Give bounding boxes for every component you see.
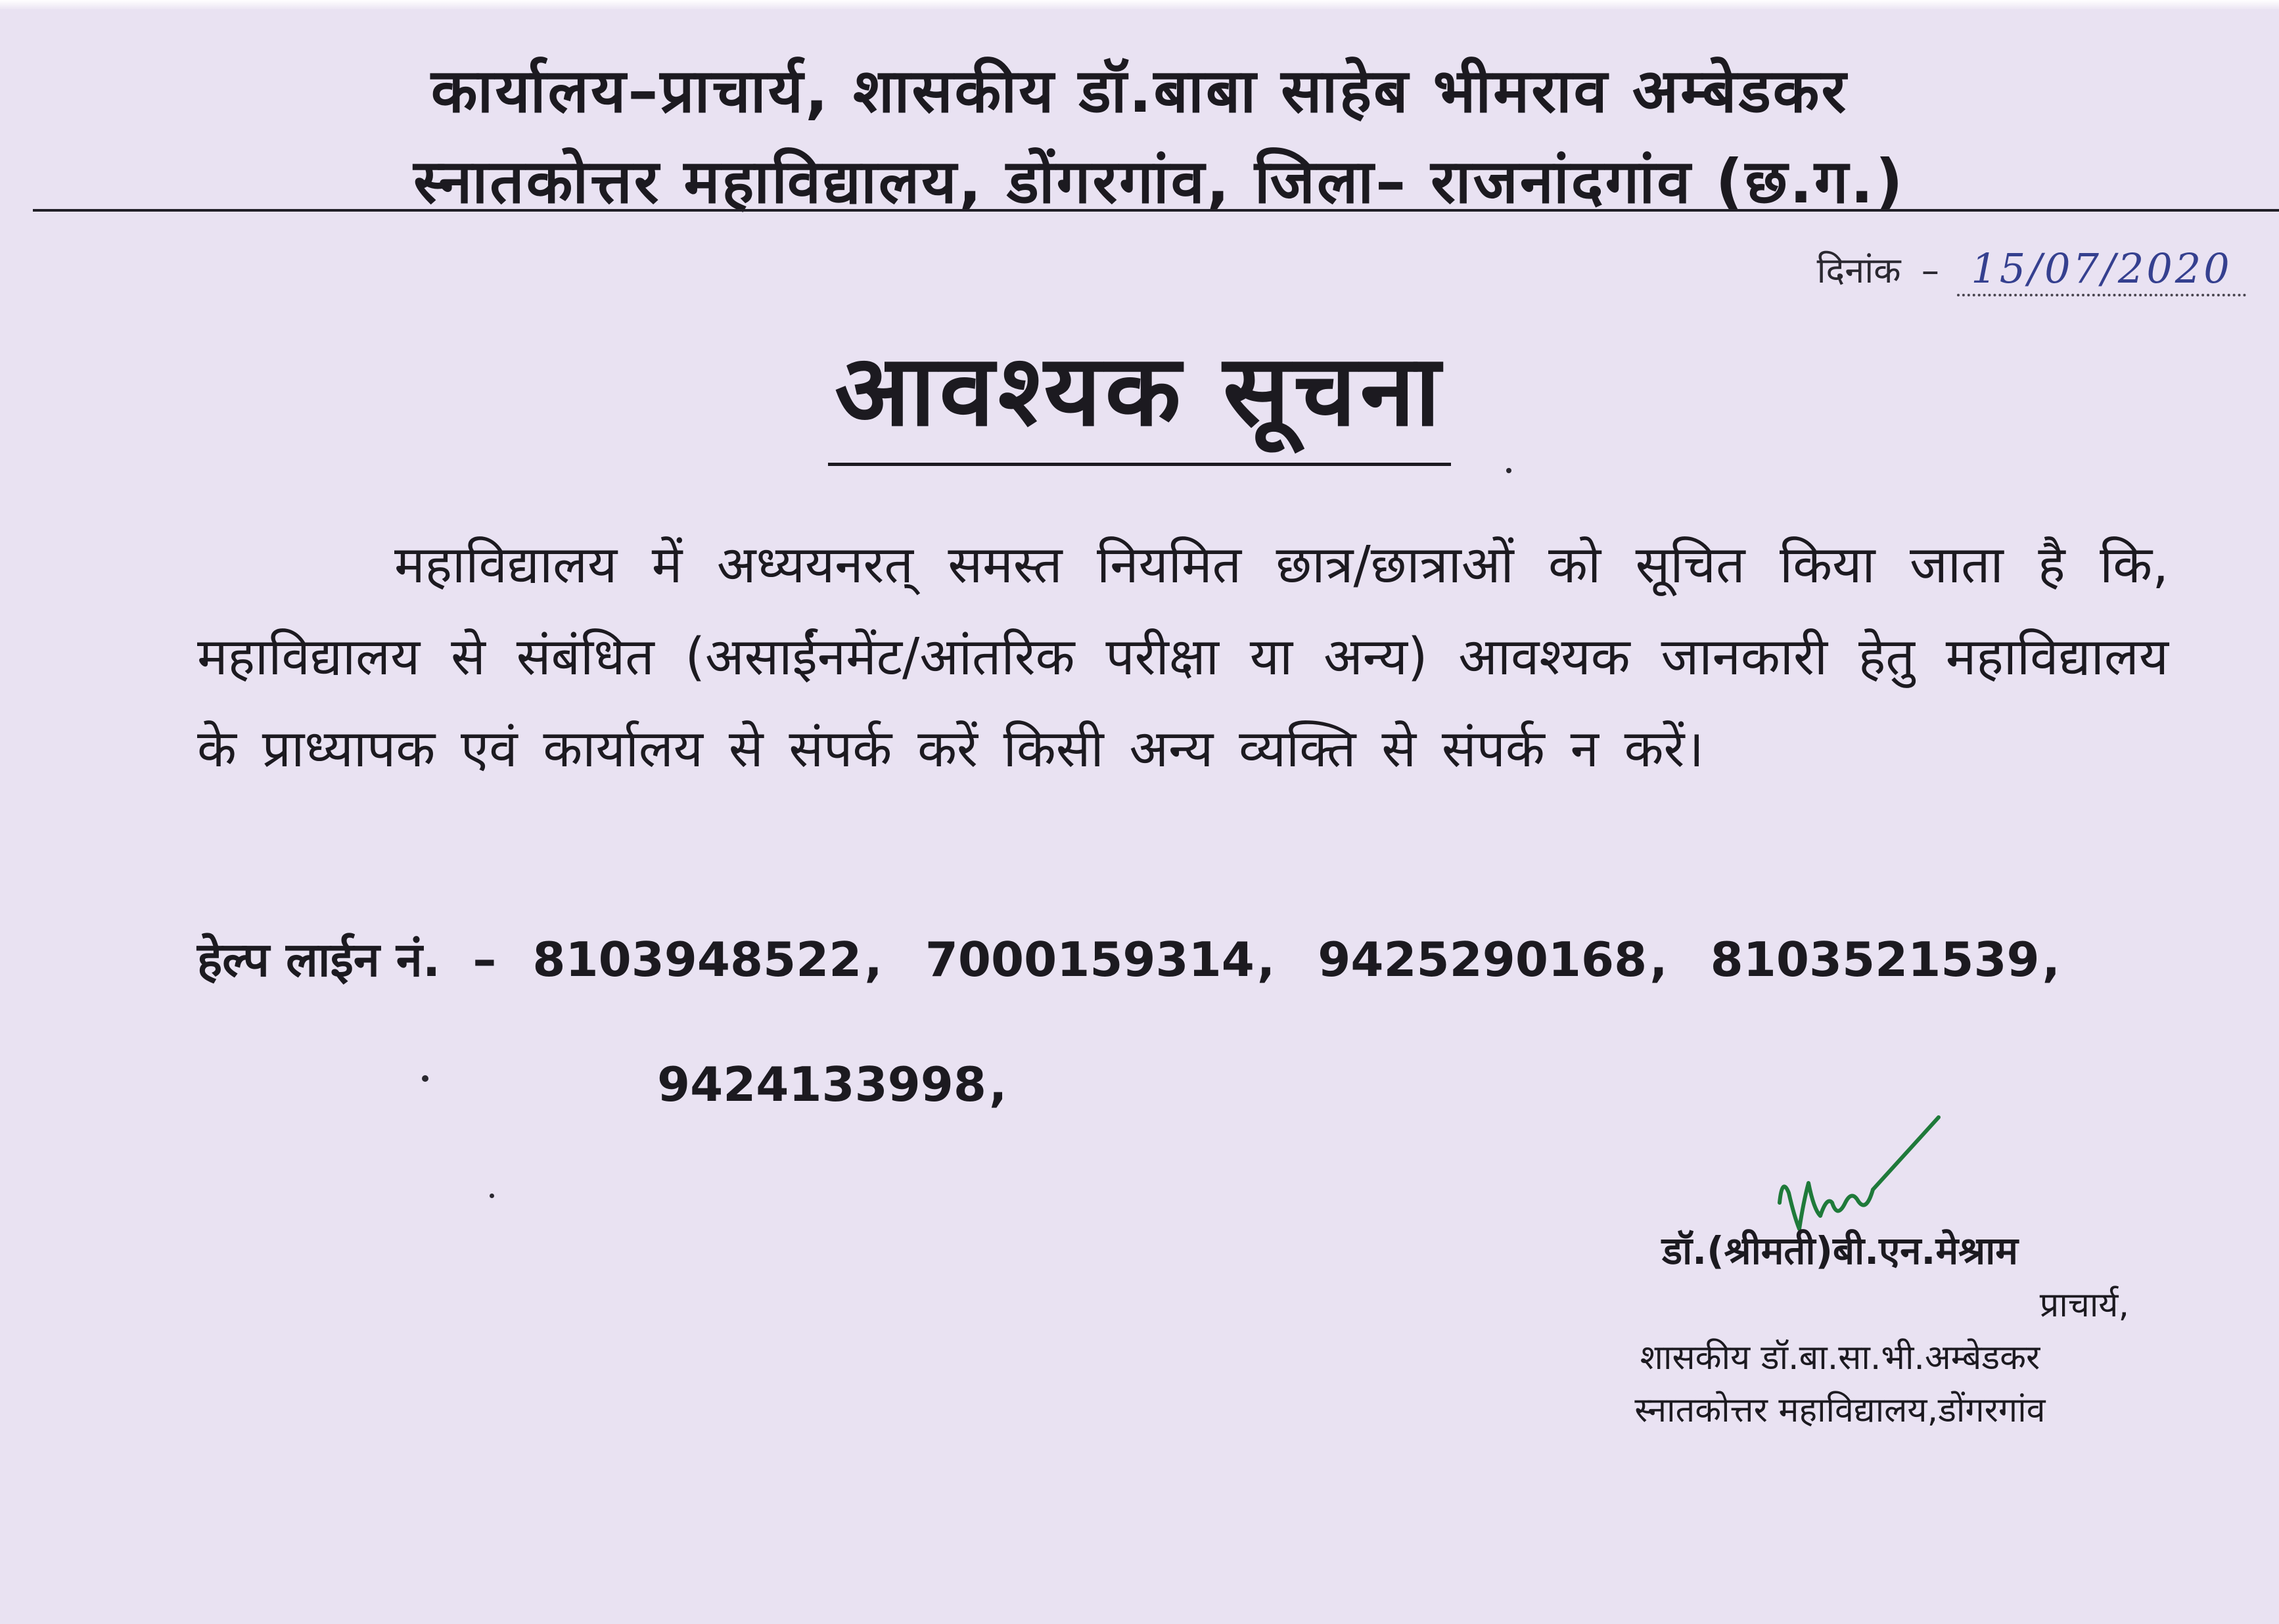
letterhead-line-1: कार्यालय–प्राचार्य, शासकीय डॉ.बाबा साहेब भीमराव अम्बेडकर [430, 56, 1849, 126]
signatory-designation: प्राचार्य, [2039, 1286, 2129, 1325]
notice-body-text: महाविद्यालय में अध्ययनरत् समस्त नियमित छात्र/छात्राओं को सूचित किया जाता है कि, महाविद्यालय से संबंधित (असाईंनमेंट/आंतरिक परीक्षा या अन्य) आवश्यक जानकारी हेतु महाविद्यालय के प्राध्यापक एवं कार्यालय से संपर्क करें किसी अन्य व्यक्ति से संपर्क न करें। [197, 536, 2169, 779]
date-blank [1957, 246, 2246, 296]
letterhead-divider [33, 209, 2279, 212]
scan-edge [0, 0, 2279, 9]
helpline-row [197, 920, 2086, 999]
helpline-dash: – [472, 932, 497, 987]
helpline-number: 9424133998 [657, 1057, 986, 1112]
helpline-number: 8103521539 [1710, 932, 2040, 987]
date-value: 15/07/2020 [1971, 244, 2232, 292]
date-label: दिनांक [1816, 250, 1901, 291]
helpline-separator: , [988, 1057, 1007, 1112]
helpline-separator: , [1256, 932, 1276, 987]
helpline-number: 7000159314 [925, 932, 1255, 987]
signatory-name: डॉ.(श्रीमती)बी.एन.मेश्राम [1662, 1228, 2018, 1273]
scan-speck [490, 1194, 494, 1198]
helpline-number: 9425290168 [1318, 932, 1647, 987]
helpline-separator: , [1649, 932, 1668, 987]
signatory-block [1511, 1222, 2169, 1437]
signature-stroke [1780, 1117, 1939, 1229]
scan-speck [1506, 468, 1511, 473]
helpline-row-2 [657, 1045, 1033, 1124]
helpline-label: हेल्प लाईन नं. [197, 932, 441, 987]
notice-body [197, 519, 2169, 795]
signatory-institution-line-1: शासकीय डॉ.बा.सा.भी.अम्बेडकर [1640, 1338, 2040, 1378]
scan-speck [422, 1075, 428, 1082]
letterhead-line-2: स्नातकोत्तर महाविद्यालय, डोंगरगांव, जिला– राजनांदगांव (छ.ग.) [413, 147, 1905, 217]
signatory-institution-line-2: स्नातकोत्तर महाविद्यालय,डोंगरगांव [1634, 1391, 2046, 1430]
date-row [1817, 244, 2246, 296]
notice-title: आवश्यक सूचना [828, 329, 1451, 466]
title-wrap [0, 329, 2279, 466]
helpline-number: 8103948522 [532, 932, 862, 987]
letterhead [0, 46, 2279, 227]
date-dash: – [1921, 250, 1939, 291]
helpline-separator: , [864, 932, 883, 987]
helpline-separator: , [2042, 932, 2061, 987]
